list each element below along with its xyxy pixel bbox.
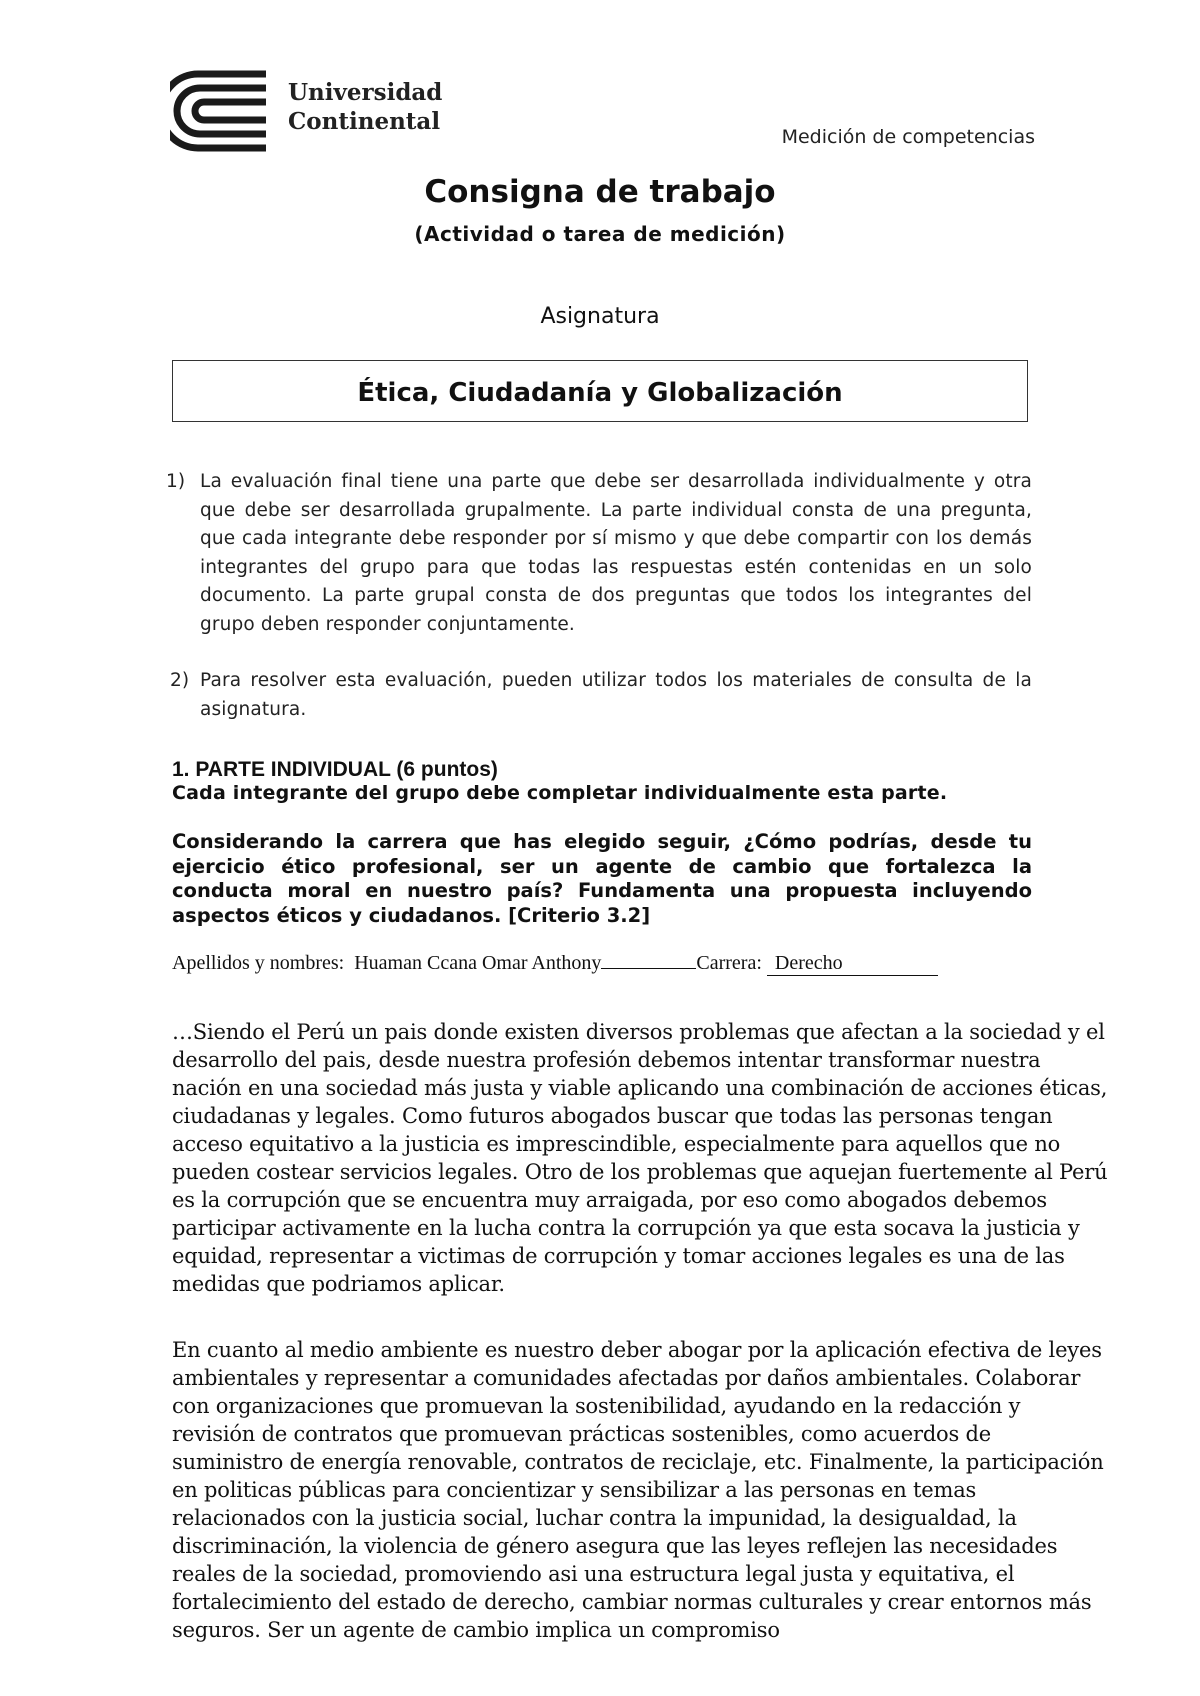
course-box — [172, 360, 1028, 422]
instruction-text: La evaluación final tiene una parte que debe ser desarrollada individualmente y otra que debe ser desarrollada grupalmente. La parte individual consta de una pregunta, que cada integrante debe responder por sí mismo y que debe compartir con los demás integrantes del grupo para que todas las respuestas estén contenidas en un solo documento. La parte grupal consta de dos preguntas que todos los integrantes del grupo deben responder conjuntamente. — [200, 471, 1032, 635]
essay-paragraph: En cuanto al medio ambiente es nuestro deber abogar por la aplicación efectiva de leyes ambientales y representar a comunidades afectadas por daños ambientales. Colaborar con organizaciones que promuevan la sostenibilidad, ayudando en la redacción y revisión de contratos que promuevan prácticas sostenibles, como acuerdos de suministro de energía renovable, contratos de reciclaje, etc. Finalmente, la participación en politicas públicas para concientizar y sensibilizar a las personas en temas relacionados con la justicia social, luchar contra la impunidad, la desigualdad, la discriminación, la violencia de género asegura que las leyes reflejen las necesidades reales de la sociedad, promoviendo asi una estructura legal justa y equitativa, el fortalecimiento del estado de derecho, cambiar normas culturales y crear entornos más seguros. Ser un agente de cambio implica un compromiso — [172, 1338, 1104, 1642]
asignatura-label: Asignatura — [540, 304, 660, 329]
instruction-item — [170, 667, 1032, 724]
instruction-item — [166, 468, 1032, 639]
document-title: Consigna de trabajo — [424, 174, 776, 210]
essay-paragraph: …Siendo el Perú un pais donde existen diversos problemas que afectan a la sociedad y el desarrollo del pais, desde nuestra profesión debemos intentar transformar nuestra nación en una sociedad más justa y viable aplicando una combinación de acciones éticas, ciudadanas y legales. Como futuros abogados buscar que todas las personas tengan acceso equitativo a la justicia es imprescindible, especialmente para aquellos que no pueden costear servicios legales. Otro de los problemas que aquejan fuertemente al Perú es la corrupción que se encuentra muy arraigada, por eso como abogados debemos participar activamente en la lucha contra la corrupción ya que esta socava la justicia y equidad, representar a victimas de corrupción y tomar acciones legales es una de las medidas que podriamos aplicar. — [172, 1020, 1108, 1296]
names-underline — [601, 968, 696, 969]
section-subtitle: Cada integrante del grupo debe completar individualmente esta parte. — [172, 782, 948, 804]
university-name-line2: Continental — [288, 108, 441, 135]
header-label: Medición de competencias — [781, 126, 1035, 148]
career-value: Derecho — [774, 952, 843, 974]
university-name-line1: Universidad — [288, 79, 443, 106]
course-name: Ética, Ciudadanía y Globalización — [357, 378, 843, 408]
names-value: Huaman Ccana Omar Anthony — [354, 952, 602, 974]
document-subtitle: (Actividad o tarea de medición) — [414, 222, 786, 246]
section-title: 1. PARTE INDIVIDUAL (6 puntos) — [172, 758, 498, 781]
university-logo — [170, 70, 450, 152]
instruction-text: Para resolver esta evaluación, pueden utilizar todos los materiales de consulta de la asignatura. — [200, 670, 1032, 720]
instruction-number: 2) — [170, 670, 190, 691]
university-logo-icon — [170, 70, 270, 152]
names-label: Apellidos y nombres: — [172, 952, 345, 974]
university-name — [288, 78, 442, 136]
career-label: Carrera: — [696, 952, 762, 974]
career-field — [767, 952, 938, 976]
student-info-line — [172, 952, 1042, 976]
question-text: Considerando la carrera que has elegido seguir, ¿Cómo podrías, desde tu ejercicio ético profesional, ser un agente de cambio que fortalezca la conducta moral en nuestro país? Fundamenta una propuesta incluyendo aspectos éticos y ciudadanos. [Criterio 3.2] — [172, 830, 1032, 927]
instruction-number: 1) — [166, 471, 186, 492]
